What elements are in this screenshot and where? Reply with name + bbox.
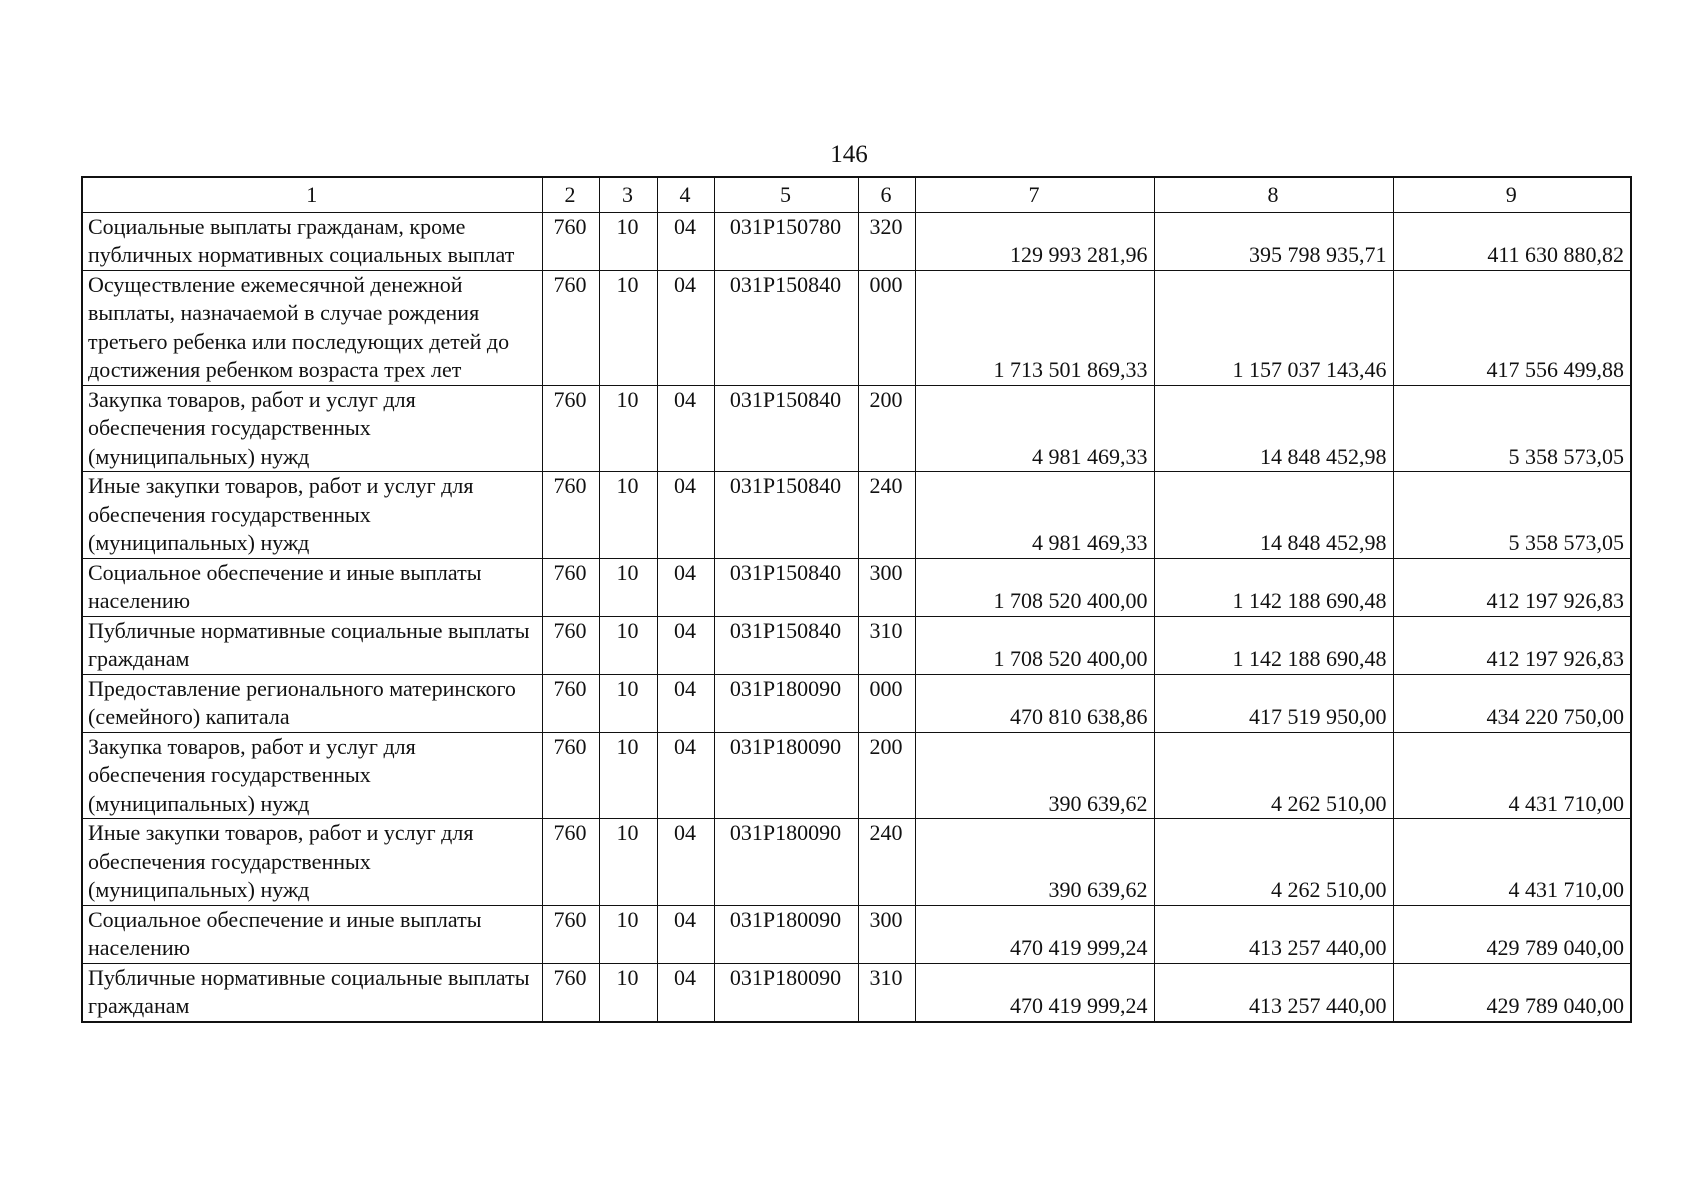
- section-code: 10: [599, 819, 657, 906]
- column-header: 6: [858, 177, 915, 212]
- section-code: 10: [599, 616, 657, 674]
- section-code: 10: [599, 385, 657, 472]
- amount-col-9: 411 630 880,82: [1393, 212, 1631, 270]
- ministry-code: 760: [542, 212, 599, 270]
- subsection-code: 04: [657, 732, 714, 819]
- ministry-code: 760: [542, 674, 599, 732]
- column-header: 3: [599, 177, 657, 212]
- amount-col-9: 5 358 573,05: [1393, 472, 1631, 559]
- header-row: [82, 177, 1631, 212]
- expense-item-name: Иные закупки товаров, работ и услуг для обеспечения государственных (муниципальных) нужд: [82, 472, 542, 559]
- amount-col-7: 129 993 281,96: [915, 212, 1154, 270]
- amount-col-8: 4 262 510,00: [1154, 819, 1393, 906]
- column-header: 9: [1393, 177, 1631, 212]
- amount-col-9: 5 358 573,05: [1393, 385, 1631, 472]
- expense-item-name: Иные закупки товаров, работ и услуг для обеспечения государственных (муниципальных) нужд: [82, 819, 542, 906]
- target-article-code: 031Р150840: [714, 558, 858, 616]
- budget-table: [81, 176, 1632, 1023]
- table-row: [82, 472, 1631, 559]
- section-code: 10: [599, 472, 657, 559]
- subsection-code: 04: [657, 674, 714, 732]
- subsection-code: 04: [657, 905, 714, 963]
- column-header: 5: [714, 177, 858, 212]
- target-article-code: 031Р150840: [714, 270, 858, 385]
- amount-col-9: 4 431 710,00: [1393, 819, 1631, 906]
- amount-col-7: 390 639,62: [915, 732, 1154, 819]
- amount-col-9: 429 789 040,00: [1393, 905, 1631, 963]
- amount-col-7: 470 810 638,86: [915, 674, 1154, 732]
- page-number: 146: [830, 141, 868, 168]
- expense-item-name: Социальные выплаты гражданам, кроме публичных нормативных социальных выплат: [82, 212, 542, 270]
- amount-col-9: 412 197 926,83: [1393, 616, 1631, 674]
- target-article-code: 031Р180090: [714, 819, 858, 906]
- table-row: [82, 616, 1631, 674]
- target-article-code: 031Р180090: [714, 674, 858, 732]
- expense-type-code: 300: [858, 905, 915, 963]
- target-article-code: 031Р150840: [714, 385, 858, 472]
- amount-col-9: 4 431 710,00: [1393, 732, 1631, 819]
- expense-item-name: Осуществление ежемесячной денежной выплаты, назначаемой в случае рождения третьего ребенка или последующих детей до достижения ребенком возраста трех лет: [82, 270, 542, 385]
- amount-col-9: 417 556 499,88: [1393, 270, 1631, 385]
- column-header: 1: [82, 177, 542, 212]
- target-article-code: 031Р150780: [714, 212, 858, 270]
- section-code: 10: [599, 963, 657, 1022]
- amount-col-7: 1 713 501 869,33: [915, 270, 1154, 385]
- ministry-code: 760: [542, 905, 599, 963]
- amount-col-8: 14 848 452,98: [1154, 385, 1393, 472]
- table-row: [82, 270, 1631, 385]
- expense-item-name: Закупка товаров, работ и услуг для обеспечения государственных (муниципальных) нужд: [82, 732, 542, 819]
- table-row: [82, 385, 1631, 472]
- table-body: [82, 177, 1631, 1022]
- ministry-code: 760: [542, 385, 599, 472]
- ministry-code: 760: [542, 819, 599, 906]
- target-article-code: 031Р180090: [714, 905, 858, 963]
- subsection-code: 04: [657, 212, 714, 270]
- amount-col-8: 4 262 510,00: [1154, 732, 1393, 819]
- table-row: [82, 732, 1631, 819]
- subsection-code: 04: [657, 472, 714, 559]
- expense-item-name: Закупка товаров, работ и услуг для обеспечения государственных (муниципальных) нужд: [82, 385, 542, 472]
- amount-col-8: 395 798 935,71: [1154, 212, 1393, 270]
- amount-col-7: 1 708 520 400,00: [915, 558, 1154, 616]
- target-article-code: 031Р150840: [714, 616, 858, 674]
- table-row: [82, 905, 1631, 963]
- table-row: [82, 674, 1631, 732]
- expense-type-code: 240: [858, 472, 915, 559]
- expense-item-name: Публичные нормативные социальные выплаты гражданам: [82, 616, 542, 674]
- section-code: 10: [599, 732, 657, 819]
- expense-type-code: 310: [858, 963, 915, 1022]
- section-code: 10: [599, 905, 657, 963]
- column-header: 7: [915, 177, 1154, 212]
- ministry-code: 760: [542, 472, 599, 559]
- expense-type-code: 200: [858, 732, 915, 819]
- amount-col-8: 417 519 950,00: [1154, 674, 1393, 732]
- expense-type-code: 310: [858, 616, 915, 674]
- amount-col-9: 429 789 040,00: [1393, 963, 1631, 1022]
- expense-item-name: Публичные нормативные социальные выплаты гражданам: [82, 963, 542, 1022]
- amount-col-8: 1 142 188 690,48: [1154, 616, 1393, 674]
- expense-type-code: 200: [858, 385, 915, 472]
- ministry-code: 760: [542, 558, 599, 616]
- amount-col-9: 412 197 926,83: [1393, 558, 1631, 616]
- subsection-code: 04: [657, 385, 714, 472]
- expense-type-code: 320: [858, 212, 915, 270]
- section-code: 10: [599, 558, 657, 616]
- section-code: 10: [599, 212, 657, 270]
- target-article-code: 031Р180090: [714, 963, 858, 1022]
- table-row: [82, 558, 1631, 616]
- expense-item-name: Социальное обеспечение и иные выплаты населению: [82, 558, 542, 616]
- amount-col-8: 413 257 440,00: [1154, 905, 1393, 963]
- target-article-code: 031Р150840: [714, 472, 858, 559]
- amount-col-7: 470 419 999,24: [915, 905, 1154, 963]
- section-code: 10: [599, 674, 657, 732]
- subsection-code: 04: [657, 616, 714, 674]
- target-article-code: 031Р180090: [714, 732, 858, 819]
- ministry-code: 760: [542, 963, 599, 1022]
- subsection-code: 04: [657, 558, 714, 616]
- section-code: 10: [599, 270, 657, 385]
- table-row: [82, 963, 1631, 1022]
- amount-col-8: 14 848 452,98: [1154, 472, 1393, 559]
- column-header: 4: [657, 177, 714, 212]
- amount-col-8: 413 257 440,00: [1154, 963, 1393, 1022]
- expense-item-name: Социальное обеспечение и иные выплаты населению: [82, 905, 542, 963]
- expense-type-code: 240: [858, 819, 915, 906]
- column-header: 8: [1154, 177, 1393, 212]
- subsection-code: 04: [657, 270, 714, 385]
- amount-col-7: 4 981 469,33: [915, 472, 1154, 559]
- expense-item-name: Предоставление регионального материнского (семейного) капитала: [82, 674, 542, 732]
- ministry-code: 760: [542, 616, 599, 674]
- amount-col-7: 390 639,62: [915, 819, 1154, 906]
- expense-type-code: 300: [858, 558, 915, 616]
- expense-type-code: 000: [858, 270, 915, 385]
- subsection-code: 04: [657, 819, 714, 906]
- amount-col-9: 434 220 750,00: [1393, 674, 1631, 732]
- subsection-code: 04: [657, 963, 714, 1022]
- ministry-code: 760: [542, 270, 599, 385]
- expense-type-code: 000: [858, 674, 915, 732]
- table-row: [82, 212, 1631, 270]
- table-row: [82, 819, 1631, 906]
- amount-col-7: 470 419 999,24: [915, 963, 1154, 1022]
- amount-col-7: 4 981 469,33: [915, 385, 1154, 472]
- amount-col-8: 1 142 188 690,48: [1154, 558, 1393, 616]
- column-header: 2: [542, 177, 599, 212]
- ministry-code: 760: [542, 732, 599, 819]
- amount-col-8: 1 157 037 143,46: [1154, 270, 1393, 385]
- amount-col-7: 1 708 520 400,00: [915, 616, 1154, 674]
